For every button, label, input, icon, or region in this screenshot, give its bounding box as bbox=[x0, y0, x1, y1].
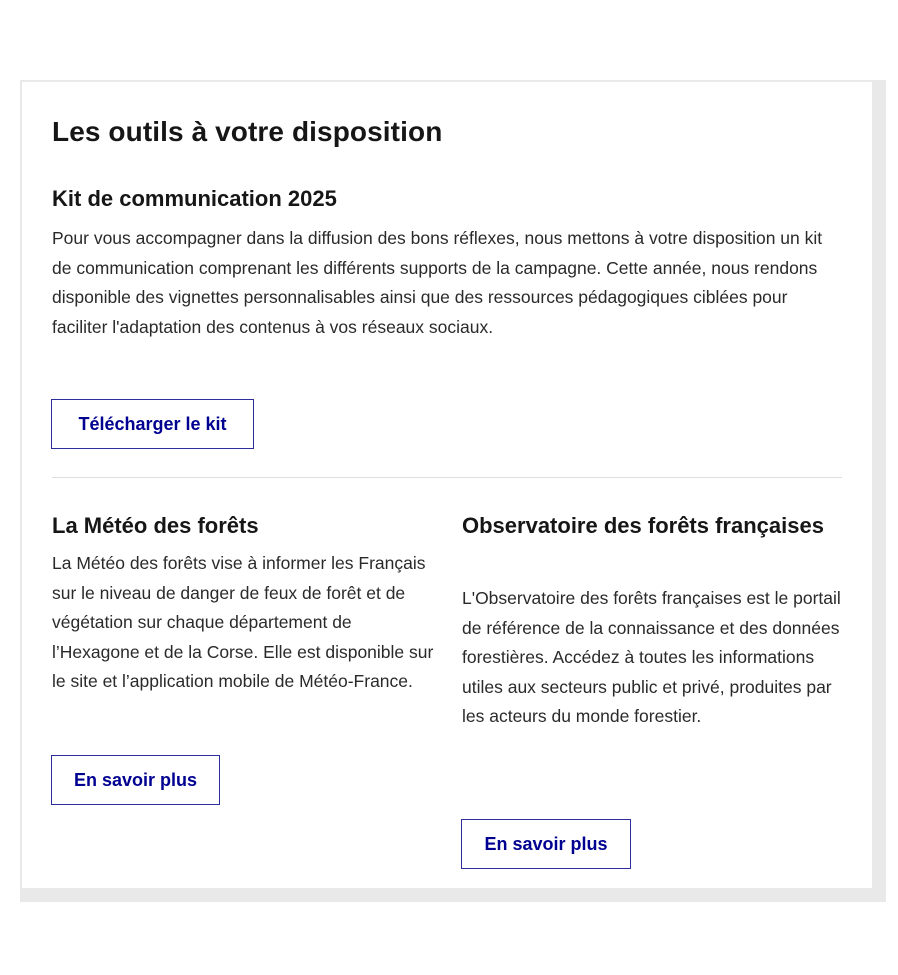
section-title: Les outils à votre disposition bbox=[52, 116, 443, 147]
kit-description: Pour vous accompagner dans la diffusion des bons réflexes, nous mettons à votre disposition un kit de communication comprenant les différents supports de la campagne. Cette année, nous rendons disponible des vignettes personnalisables ainsi que des ressources pédagogiques ciblées pour faciliter l'adaptation des contenus à vos réseaux sociaux. bbox=[52, 228, 823, 337]
kit-title: Kit de communication 2025 bbox=[52, 186, 337, 211]
observatoire-description: L'Observatoire des forêts françaises est le portail de référence de la connaissance et des données forestières. Accédez à toutes les informations utiles aux secteurs public et privé, produites par les acteurs du monde forestier. bbox=[462, 588, 841, 726]
tools-card bbox=[22, 82, 872, 888]
meteo-title: La Météo des forêts bbox=[52, 513, 259, 538]
observatoire-learn-more-button[interactable]: En savoir plus bbox=[461, 819, 631, 869]
section-divider bbox=[52, 477, 842, 478]
observatoire-title: Observatoire des forêts françaises bbox=[462, 513, 824, 538]
meteo-description: La Météo des forêts vise à informer les Français sur le niveau de danger de feux de forêt et de végétation sur chaque département de l’Hexagone et de la Corse. Elle est disponible sur le site et l’application mobile de Météo-France. bbox=[52, 553, 434, 691]
meteo-learn-more-button[interactable]: En savoir plus bbox=[51, 755, 220, 805]
download-kit-button[interactable]: Télécharger le kit bbox=[51, 399, 254, 449]
